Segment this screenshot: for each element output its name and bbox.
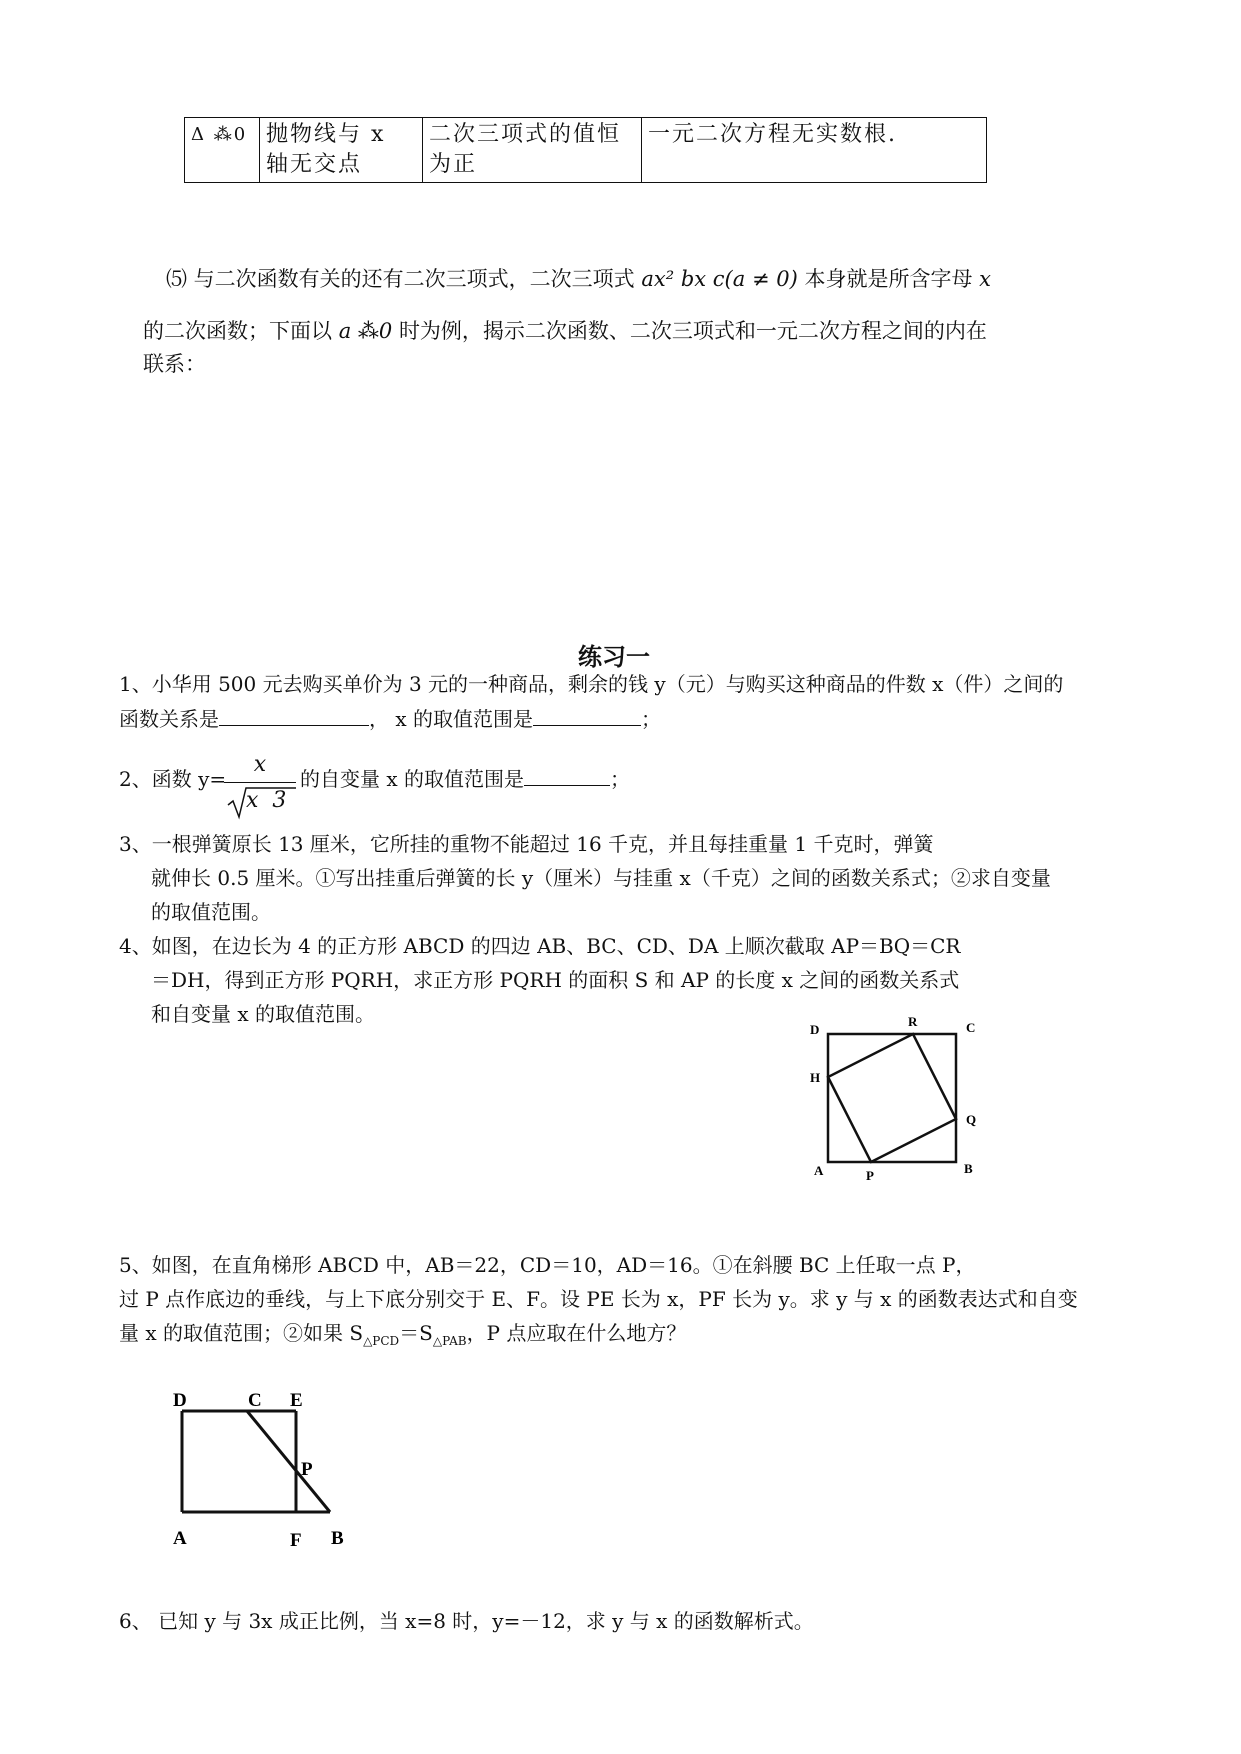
- q2-suffix: [300, 762, 630, 796]
- answer-blank[interactable]: [219, 703, 369, 726]
- summary-table: [184, 117, 987, 183]
- square-figure: [800, 1010, 990, 1185]
- q2-end: ；: [610, 767, 630, 791]
- label-a: A: [814, 1163, 824, 1178]
- label-f: F: [290, 1530, 302, 1551]
- label-c: C: [966, 1020, 976, 1035]
- answer-blank[interactable]: [524, 763, 610, 786]
- discriminant-cell: Δ ⁂0: [185, 118, 260, 183]
- q3-line2: 就伸长 0.5 厘米。①写出挂重后弹簧的长 y（厘米）与挂重 x（千克）之间的函数关系式；②求自变量: [151, 866, 1051, 890]
- q6-line1: 6、 已知 y 与 3x 成正比例，当 x=8 时，y=－12，求 y 与 x 的函数解析式。: [119, 1609, 814, 1633]
- fraction-numerator: x: [253, 752, 267, 777]
- label-q: Q: [966, 1112, 977, 1127]
- para5-text: ⑸ 与二次函数有关的还有二次三项式，二次三项式: [166, 267, 635, 291]
- equation-cell: 一元二次方程无实数根.: [642, 118, 987, 183]
- q1-end: ；: [641, 707, 661, 731]
- para5-line1: [166, 262, 991, 296]
- q5-line1: 5、如图，在直角梯形 ABCD 中，AB＝22，CD＝10，AD＝16。①在斜腰 BC 上任取一点 P，: [119, 1253, 976, 1277]
- para5-text: 的二次函数；下面以: [143, 319, 332, 343]
- para5-text-b: 时为例，揭示二次函数、二次三项式和一元二次方程之间的内在: [398, 319, 987, 343]
- q3-line1: 3、一根弹簧原长 13 厘米，它所挂的重物不能超过 16 千克，并且每挂重量 1 千克时，弹簧: [119, 832, 934, 856]
- q1-text-b: ， x 的取值范围是: [369, 707, 533, 731]
- trinomial-cell: 二次三项式的值恒为正: [423, 118, 642, 183]
- subscript-pab: △PAB: [432, 1334, 467, 1348]
- subscript-pcd: △PCD: [363, 1334, 400, 1348]
- label-d: D: [810, 1022, 820, 1037]
- table-row: [185, 118, 987, 183]
- q2-prefix: 2、函数 y=: [119, 767, 227, 791]
- answer-blank[interactable]: [533, 703, 641, 726]
- q5-line3: [119, 1316, 686, 1358]
- label-e: E: [290, 1390, 303, 1411]
- q5-text-c: ，P 点应取在什么地方？: [466, 1321, 687, 1345]
- parabola-cell: 抛物线与 x 轴无交点: [260, 118, 423, 183]
- label-p: P: [866, 1168, 874, 1183]
- fraction-denominator: x 3: [246, 788, 287, 813]
- exercise-title: 练习一: [578, 643, 650, 671]
- trinomial-formula: ax² bx c(a ≠ 0): [641, 267, 798, 291]
- label-b: B: [331, 1528, 344, 1549]
- condition-formula: a ⁂0: [338, 319, 393, 343]
- label-r: R: [908, 1014, 918, 1029]
- q5-text-b: ＝S: [399, 1321, 433, 1345]
- q1-line1: 1、小华用 500 元去购买单价为 3 元的一种商品，剩余的钱 y（元）与购买这种商品的件数 x（件）之间的: [119, 672, 1064, 696]
- q2-text: 的自变量 x 的取值范围是: [300, 767, 524, 791]
- fraction-bar: [224, 782, 296, 783]
- square-abcd: [828, 1034, 956, 1162]
- trapezoid-figure: [160, 1380, 370, 1560]
- label-b: B: [964, 1161, 973, 1176]
- side-cb: [247, 1411, 330, 1512]
- q4-line1: 4、如图，在边长为 4 的正方形 ABCD 的四边 AB、BC、CD、DA 上顺次截取 AP＝BQ＝CR: [119, 934, 961, 958]
- variable-x: x: [979, 267, 991, 291]
- q4-line3: 和自变量 x 的取值范围。: [151, 1002, 375, 1026]
- label-h: H: [810, 1070, 821, 1085]
- label-d: D: [173, 1390, 187, 1411]
- square-pqrh: [828, 1034, 956, 1162]
- para5-text-b: 本身就是所含字母: [804, 267, 973, 291]
- q3-line3: 的取值范围。: [151, 900, 271, 924]
- para5-line3: 联系：: [143, 352, 206, 376]
- para5-line2: [143, 314, 987, 348]
- label-c: C: [248, 1390, 262, 1411]
- q4-line2: ＝DH，得到正方形 PQRH，求正方形 PQRH 的面积 S 和 AP 的长度 x 之间的函数关系式: [151, 968, 960, 992]
- label-a: A: [173, 1528, 187, 1549]
- q5-line2: 过 P 点作底边的垂线，与上下底分别交于 E、F。设 PE 长为 x，PF 长为 y。求 y 与 x 的函数表达式和自变: [119, 1287, 1078, 1311]
- q1-line2: [119, 702, 661, 736]
- q5-text: 量 x 的取值范围；②如果 S: [119, 1321, 364, 1345]
- label-p: P: [301, 1459, 313, 1480]
- q1-text: 函数关系是: [119, 707, 219, 731]
